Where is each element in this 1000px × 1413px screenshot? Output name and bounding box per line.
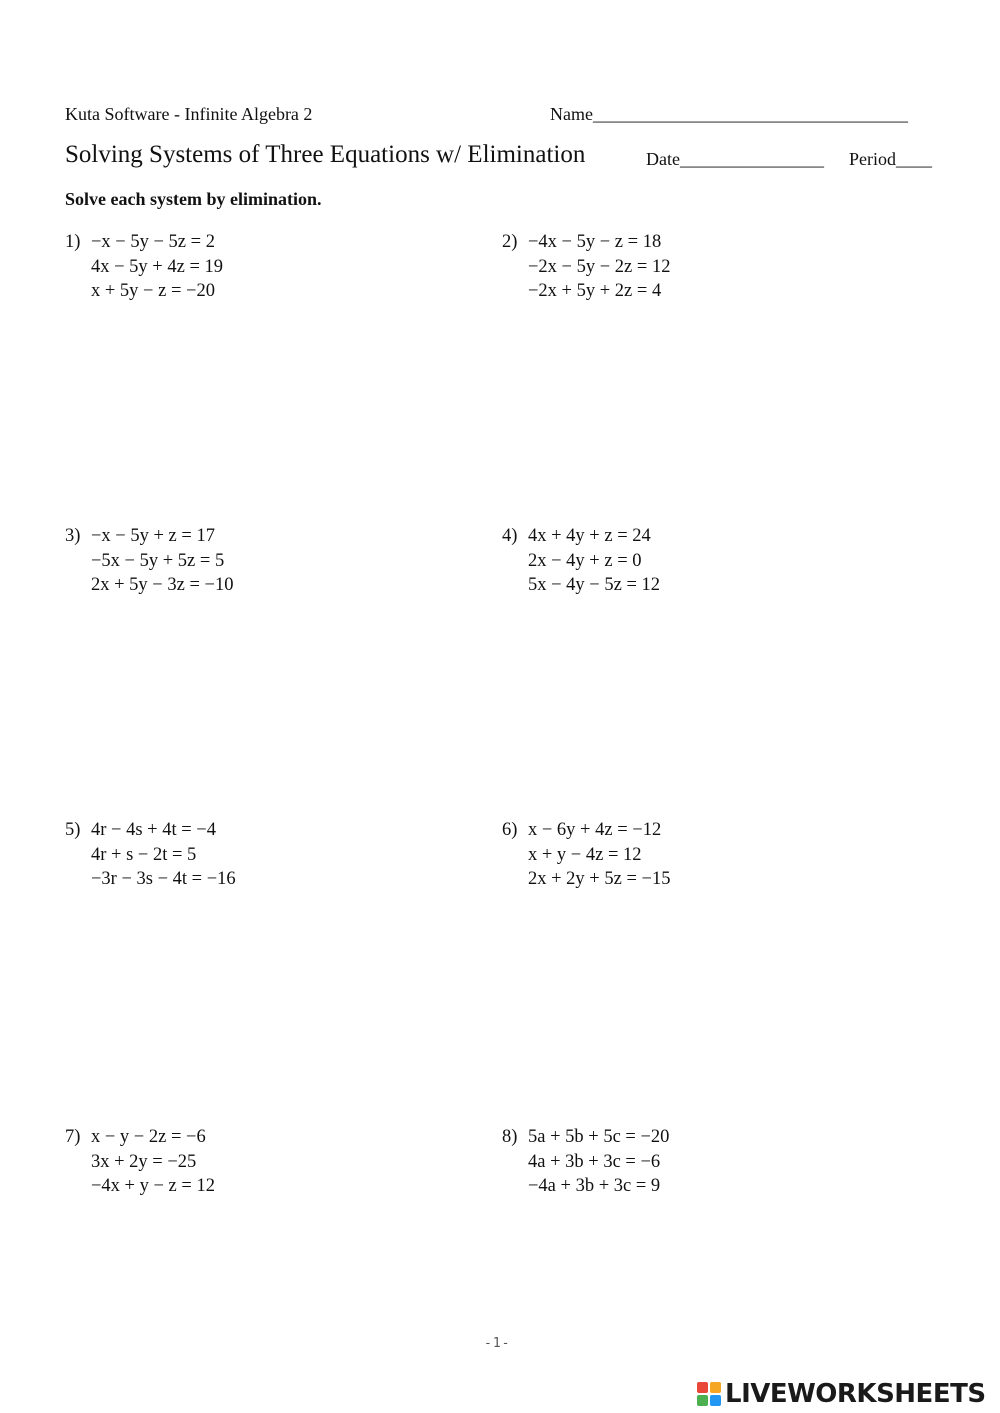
equation: −5x − 5y + 5z = 5: [91, 550, 225, 571]
liveworksheets-brand[interactable]: [697, 1378, 986, 1410]
equation: x + 5y − z = −20: [91, 281, 215, 301]
equation: −4x + y − z = 12: [91, 1176, 215, 1196]
worksheet-title: Solving Systems of Three Equations w/ Elimination: [65, 141, 586, 168]
equation: 4r − 4s + 4t = −4: [91, 820, 216, 840]
brand-text: LIVEWORKSHEETS: [725, 1379, 986, 1409]
equation: 5a + 5b + 5c = −20: [528, 1127, 670, 1147]
problem-number: 4): [502, 526, 518, 546]
equation: −2x + 5y + 2z = 4: [528, 281, 662, 301]
equation: 4r + s − 2t = 5: [91, 844, 197, 865]
page-number: -1-: [484, 1336, 511, 1351]
equation: 2x + 2y + 5z = −15: [528, 869, 671, 889]
equation: 4x − 5y + 4z = 19: [91, 256, 224, 277]
equation: −4a + 3b + 3c = 9: [528, 1176, 661, 1196]
equation: −x − 5y + z = 17: [91, 526, 215, 546]
equation: −x − 5y − 5z = 2: [91, 232, 215, 252]
problem-number: 8): [502, 1127, 518, 1147]
problem-number: 2): [502, 232, 518, 252]
equation: 5x − 4y − 5z = 12: [528, 575, 661, 595]
publisher-line: Kuta Software - Infinite Algebra 2: [65, 104, 313, 124]
name-field[interactable]: Name___________________________________: [550, 104, 908, 124]
equation: 3x + 2y = −25: [91, 1151, 197, 1172]
problem-number: 6): [502, 820, 518, 840]
date-field[interactable]: Date________________: [646, 149, 824, 169]
equation: x − y − 2z = −6: [91, 1127, 206, 1147]
equation: −3r − 3s − 4t = −16: [91, 869, 236, 889]
problem-number: 7): [65, 1127, 81, 1147]
period-field[interactable]: Period____: [849, 149, 932, 169]
liveworksheets-logo-icon: [697, 1382, 721, 1406]
equation: −2x − 5y − 2z = 12: [528, 256, 671, 277]
problem-number: 3): [65, 526, 81, 546]
equation: x + y − 4z = 12: [528, 844, 642, 865]
equation: 2x − 4y + z = 0: [528, 550, 642, 571]
equation: 4a + 3b + 3c = −6: [528, 1151, 661, 1172]
problem-number: 5): [65, 820, 81, 840]
equation: 4x + 4y + z = 24: [528, 526, 651, 546]
equation: 2x + 5y − 3z = −10: [91, 575, 234, 595]
equation: −4x − 5y − z = 18: [528, 232, 662, 252]
instructions: Solve each system by elimination.: [65, 189, 322, 209]
equation: x − 6y + 4z = −12: [528, 820, 662, 840]
problem-number: 1): [65, 232, 81, 252]
